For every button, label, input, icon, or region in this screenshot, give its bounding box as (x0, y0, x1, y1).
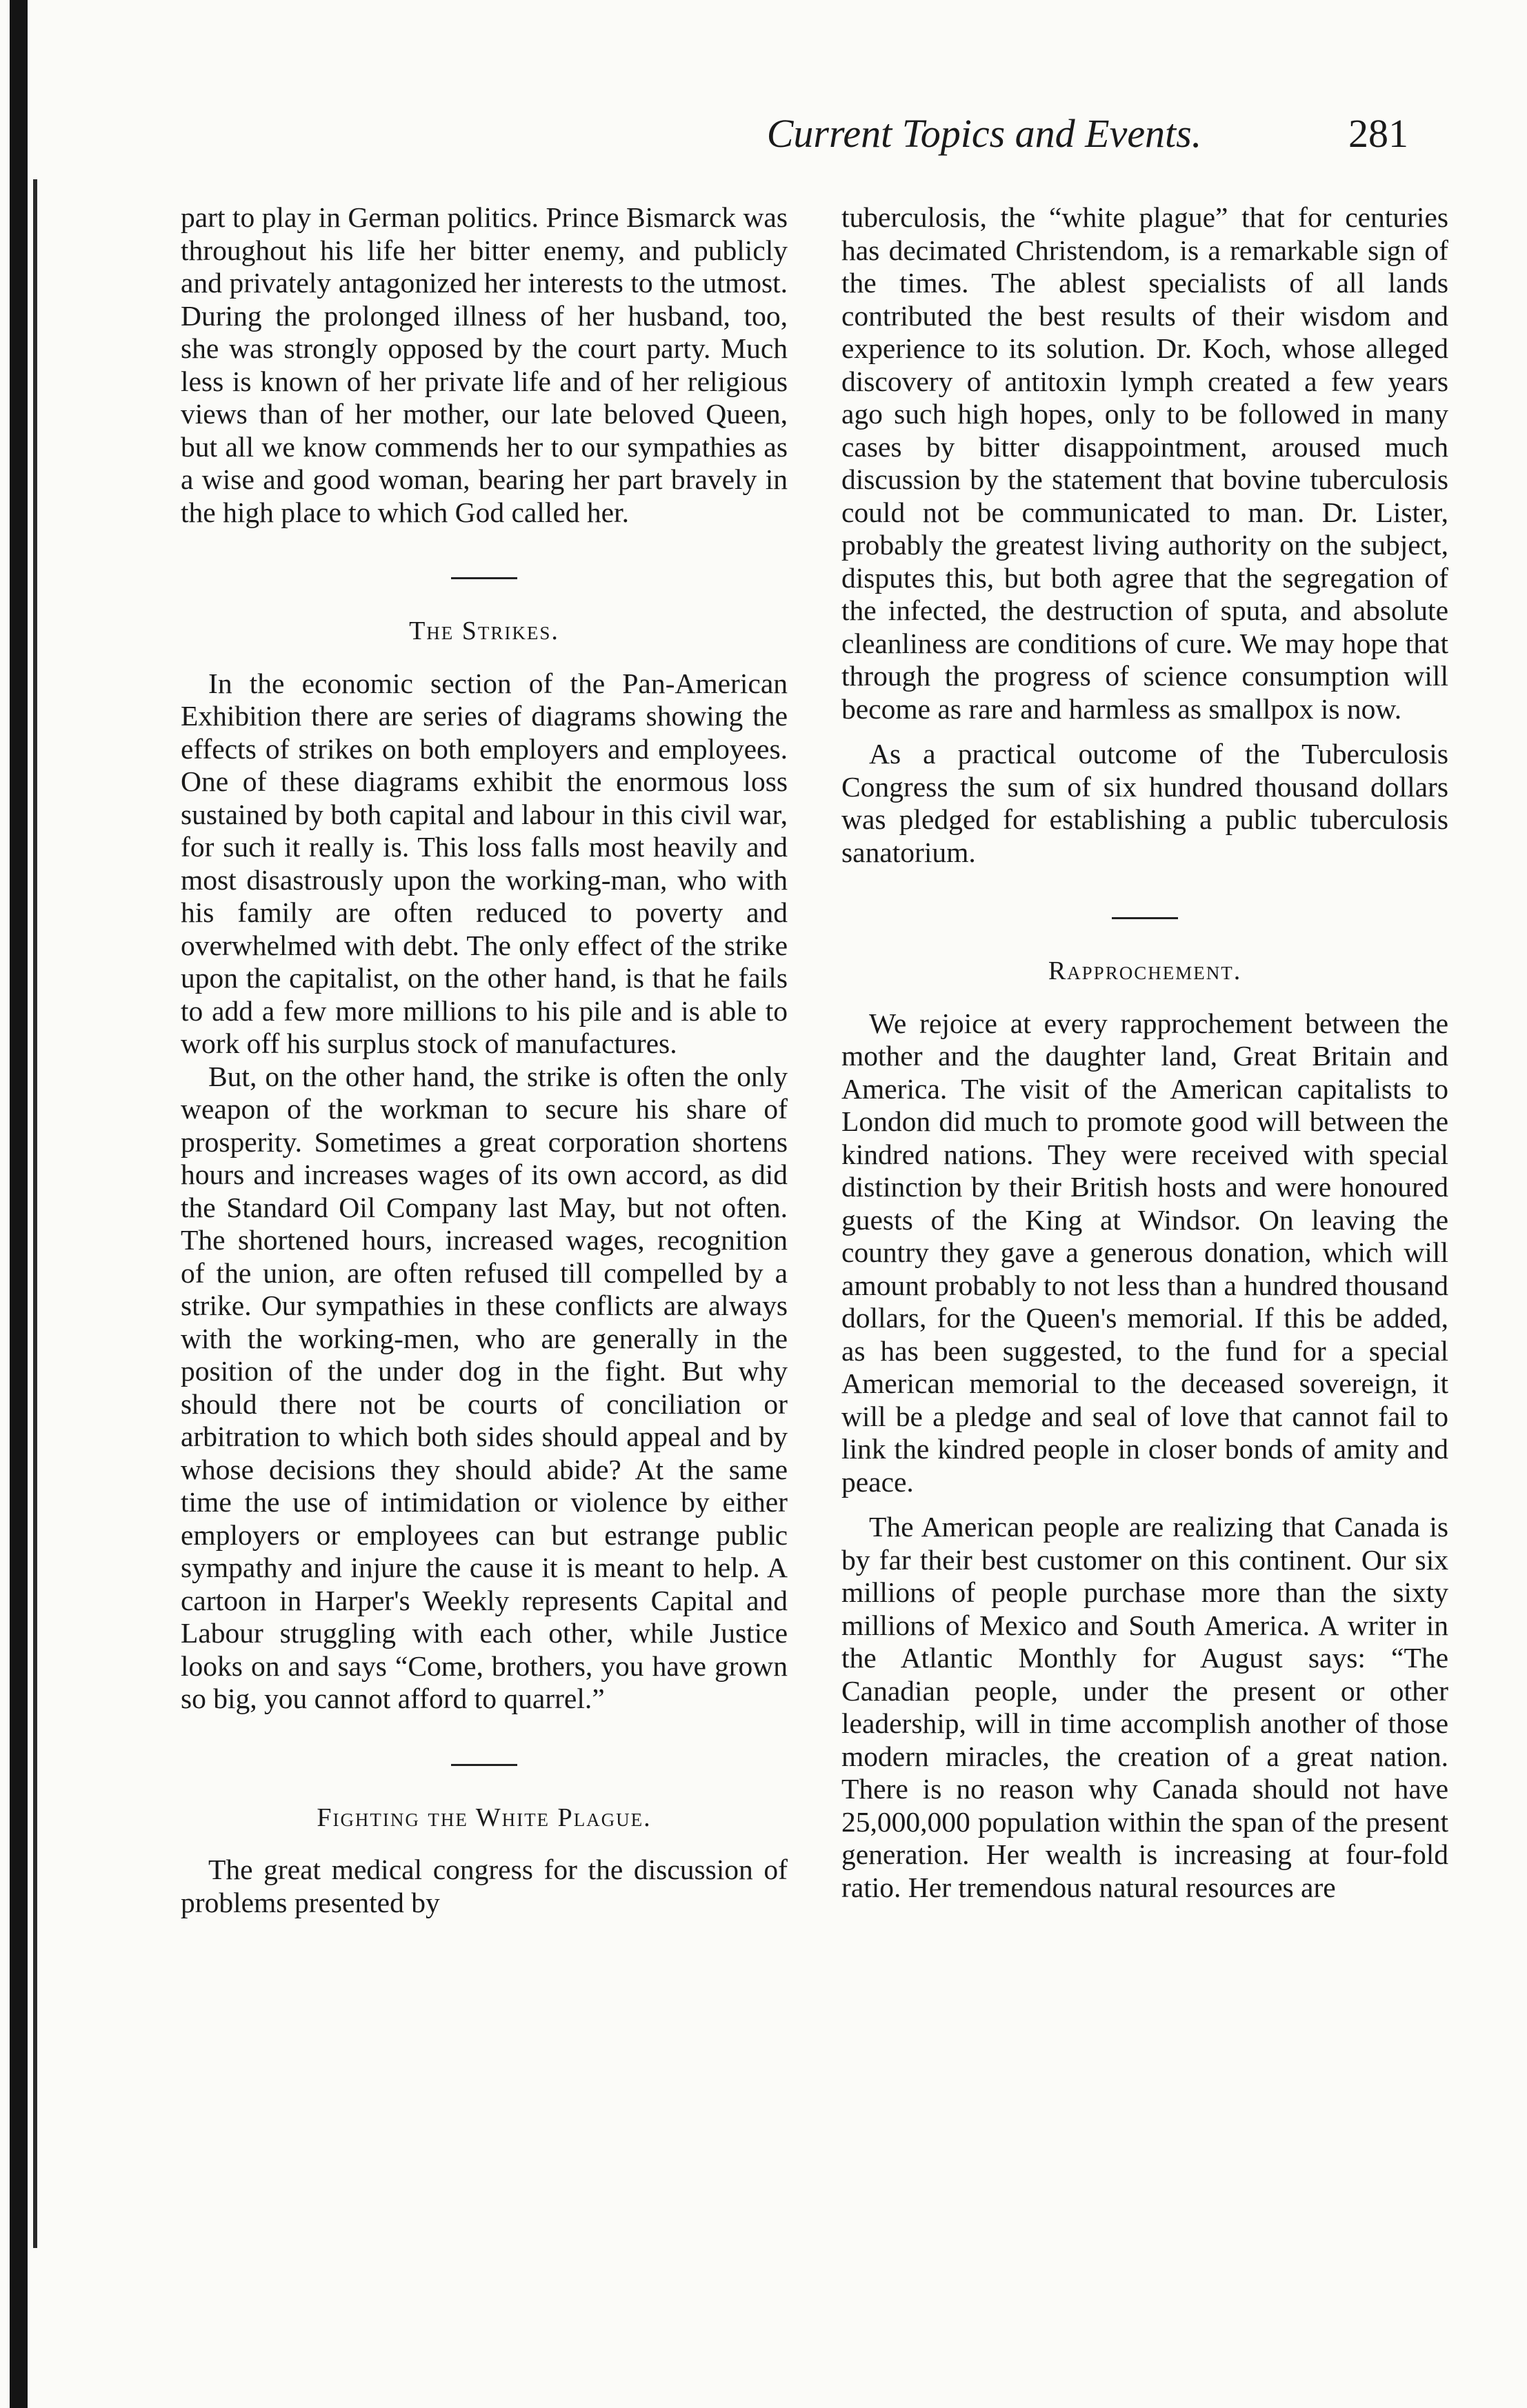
paragraph-plague-1: The great medical congress for the discussion of problems presented by (181, 1854, 788, 1918)
section-divider (1112, 917, 1178, 919)
section-heading-white-plague: Fighting the White Plague. (317, 1803, 652, 1832)
section-divider (451, 577, 517, 579)
paragraph-rapprochement-2: The American people are realizing that Canada is by far their best customer on this continent. Our six millions of people purchase more than the sixty millions of Mexico and South America. A writer in the Atlantic Monthly for August says: “The Canadian people, under the present or other leadership, will in time accomplish another of those modern miracles, the creation of a great nation. There is no reason why Canada should not have 25,000,000 population within the span of the present generation. Her wealth is increasing at four-fold ratio. Her tremendous natural resources are (841, 1511, 1448, 1903)
section-heading-strikes: The Strikes. (409, 616, 559, 645)
paragraph-strikes-1: In the economic section of the Pan-American Exhibition there are series of diagrams showing the effects of strikes on both employers and employees. One of these diagrams exhibit the enormous loss sustained by both capital and labour in this civil war, for such it really is. This loss falls most heavily and most disastrously upon the working-man, who with his family are often reduced to poverty and overwhelmed with debt. The only effect of the strike upon the capitalist, on the other hand, is that he fails to add a few more millions to his pile and is able to work off his surplus stock of manufactures. (181, 667, 788, 1059)
left-column (181, 201, 788, 1919)
binding-edge-inner (33, 179, 37, 2248)
section-heading-rapprochement: Rapprochement. (1048, 956, 1242, 985)
paragraph-plague-continued: tuberculosis, the “white plague” that for centuries has decimated Christendom, is a remarkable sign of the times. The ablest specialists of all lands contributed the best results of their wisdom and experience to its solution. Dr. Koch, whose alleged discovery of antitoxin lymph created a few years ago such high hopes, only to be followed in many cases by bitter disappointment, aroused much discussion by the statement that bovine tuberculosis could not be communicated to man. Dr. Lister, probably the greatest living authority on the subject, disputes this, but both agree that the segregation of the infected, the destruction of sputa, and absolute cleanliness are conditions of cure. We may hope that through the progress of science consumption will become as rare and harmless as smallpox is now. (841, 201, 1448, 725)
binding-edge (10, 0, 28, 2408)
paragraph-strikes-2: But, on the other hand, the strike is often the only weapon of the workman to secure his share of prosperity. Sometimes a great corporation shortens hours and increases wages of its own accord, as did the Standard Oil Company last May, but not often. The shortened hours, increased wages, recognition of the union, are often refused till compelled by a strike. Our sympathies in these conflicts are always with the working-men, who are generally in the position of the under dog in the fight. But why should there not be courts of conciliation or arbitration to which both sides should appeal and by whose decisions they should abide? At the same time the use of intimidation or violence by either employers or employees can but estrange public sympathy and injure the cause it is meant to help. A cartoon in Harper's Weekly represents Capital and Labour struggling with each other, while Justice looks on and says “Come, brothers, you have grown so big, you cannot afford to quarrel.” (181, 1060, 788, 1714)
right-column (841, 201, 1448, 1904)
section-divider (451, 1764, 517, 1766)
paragraph-rapprochement-1: We rejoice at every rapprochement between the mother and the daughter land, Great Britain and America. The visit of the American capitalists to London did much to promote good will between the kindred nations. They were received with special distinction by their British hosts and were honoured guests of the King at Windsor. On leaving the country they gave a generous donation, which will amount probably to not less than a hundred thousand dollars, for the Queen's memorial. If this be added, as has been suggested, to the fund for a special American memorial to the deceased sovereign, it will be a pledge and seal of love that cannot fail to link the kindred people in closer bonds of amity and peace. (841, 1007, 1448, 1498)
paragraph-intro: part to play in German politics. Prince Bismarck was throughout his life her bitter enemy, and publicly and privately antagonized her interests to the utmost. During the prolonged illness of her husband, too, she was strongly opposed by the court party. Much less is known of her private life and of her religious views than of her mother, our late beloved Queen, but all we know commends her to our sympathies as a wise and good woman, bearing her part bravely in the high place to which God called her. (181, 201, 788, 528)
paragraph-plague-2: As a practical outcome of the Tuberculosis Congress the sum of six hundred thousand dollars was pledged for establishing a public tuberculosis sanatorium. (841, 738, 1448, 868)
running-title: Current Topics and Events. (766, 111, 1202, 156)
page-number: 281 (1348, 111, 1408, 156)
